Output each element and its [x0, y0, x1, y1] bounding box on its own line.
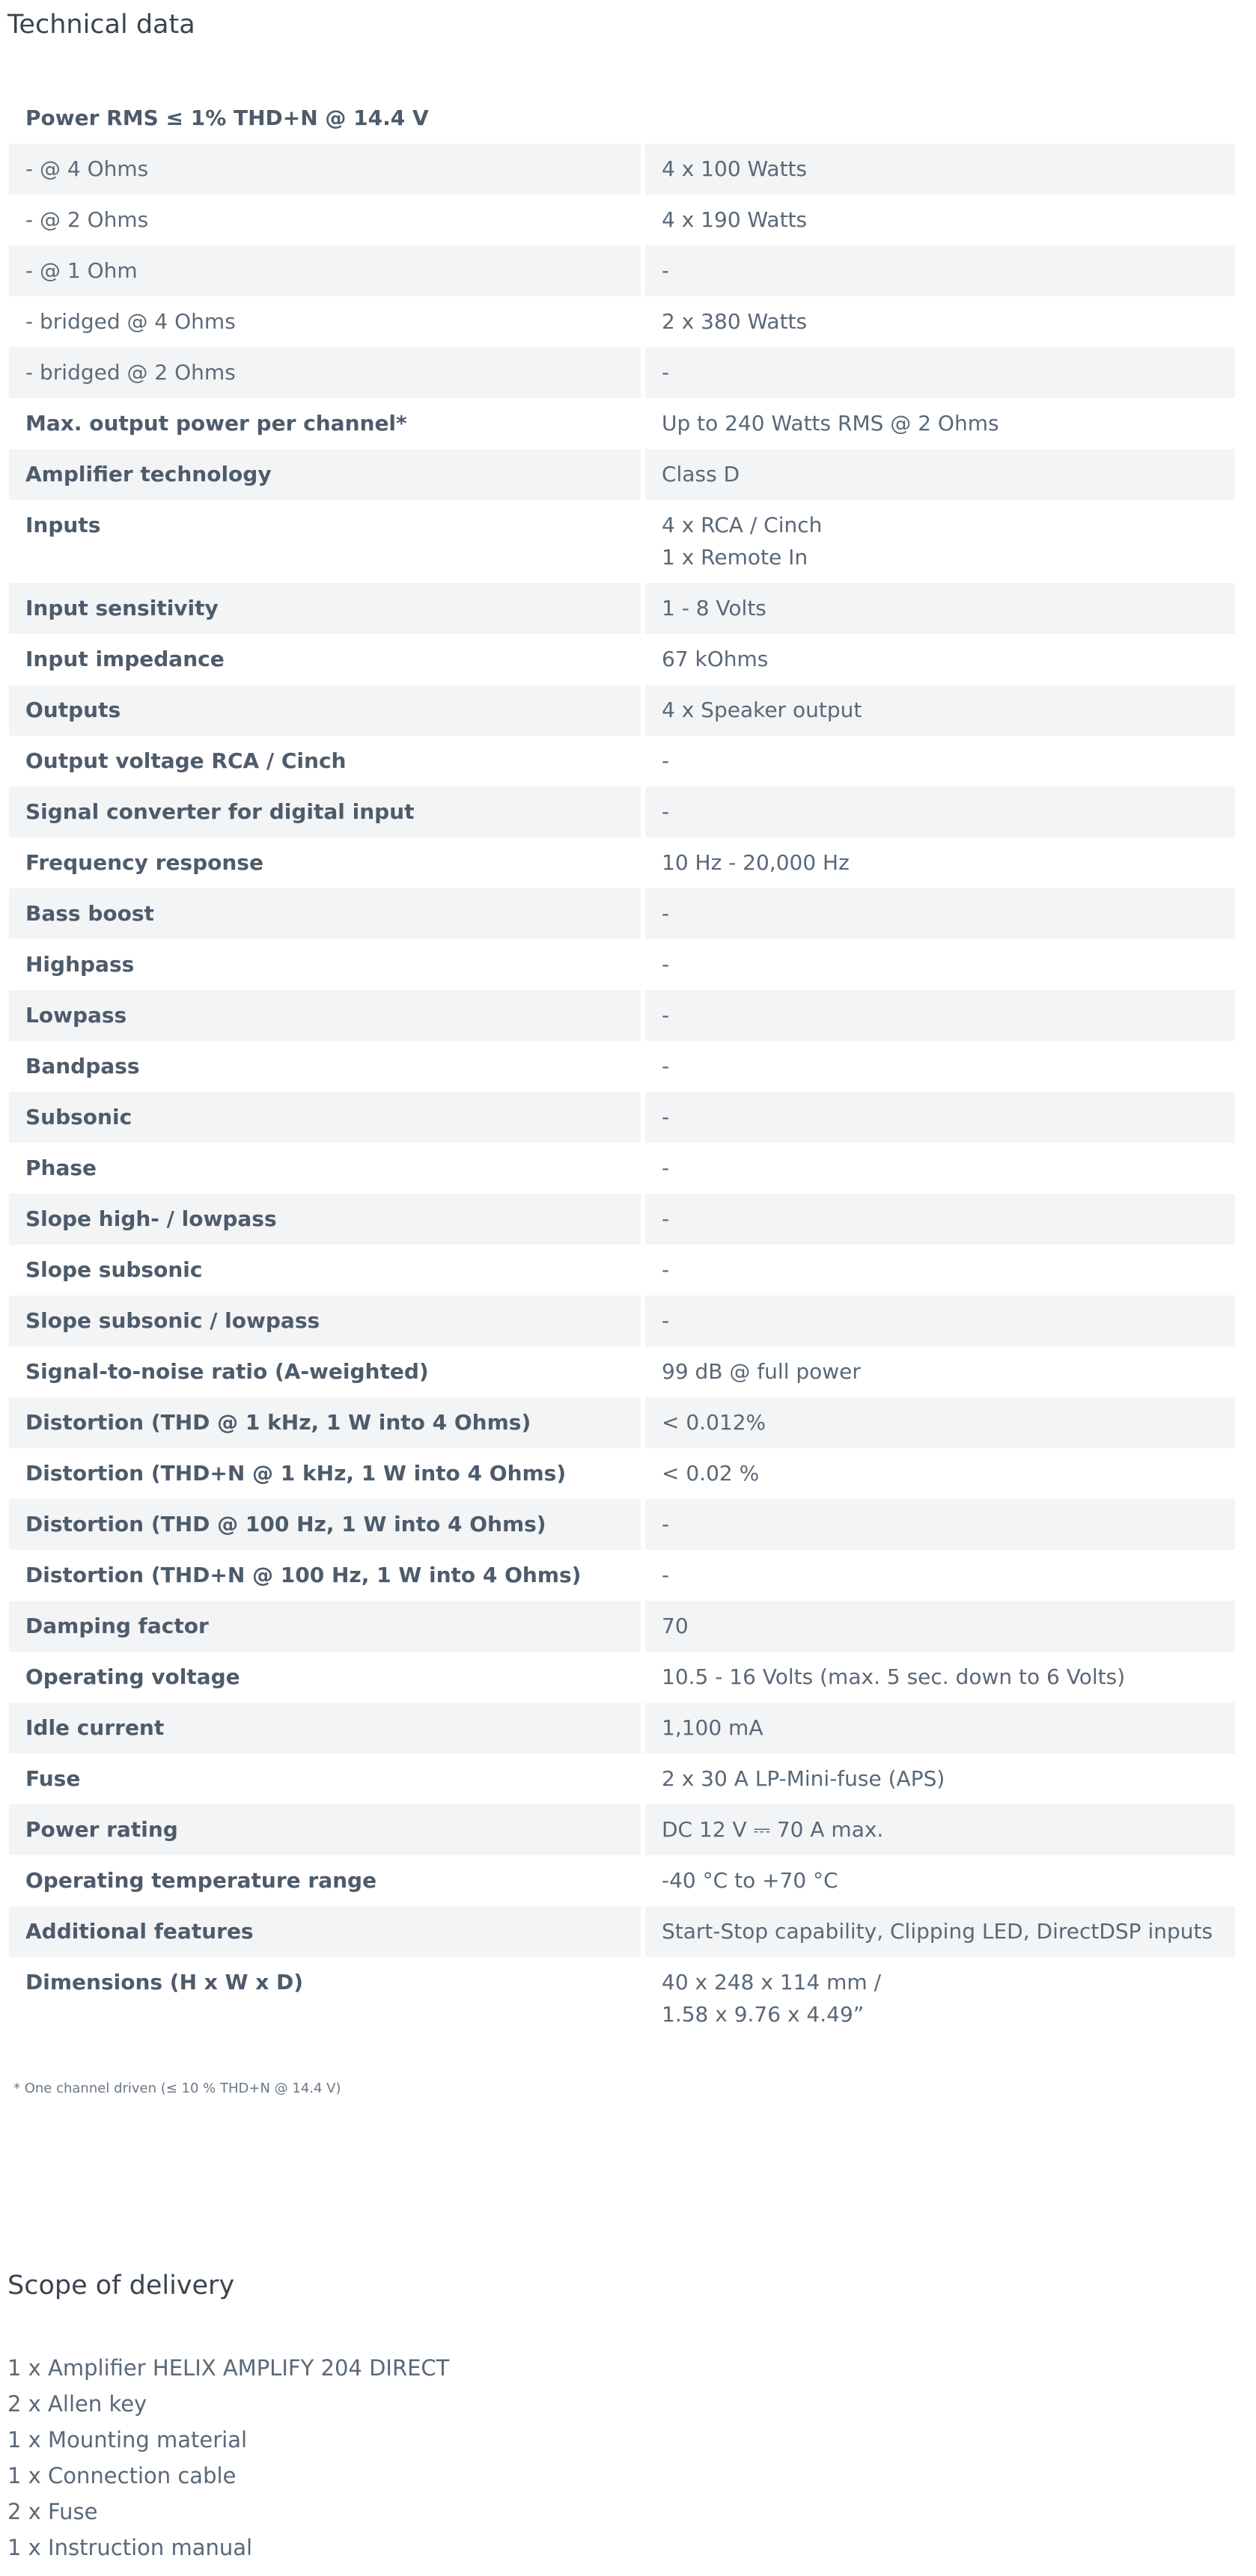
spec-label: Additional features: [9, 1906, 641, 1957]
spec-value-line: -: [662, 901, 670, 926]
spec-value: [645, 1652, 1235, 1703]
technical-data-title: Technical data: [7, 10, 195, 40]
spec-value-line: -: [662, 1003, 670, 1028]
spec-value-line: -: [662, 952, 670, 977]
spec-value: [645, 1703, 1235, 1754]
spec-label: Distortion (THD @ 1 kHz, 1 W into 4 Ohms): [9, 1397, 641, 1448]
spec-label: Damping factor: [9, 1601, 641, 1652]
spec-value-line: -: [662, 1206, 670, 1231]
spec-label: Idle current: [9, 1703, 641, 1754]
spec-value: [645, 787, 1235, 837]
spec-value: [645, 195, 1235, 245]
table-row: [9, 736, 1235, 787]
spec-value-line: 4 x Speaker output: [662, 698, 862, 722]
list-item: 2 x Allen key: [7, 2391, 147, 2417]
spec-label: - @ 1 Ohm: [9, 245, 641, 296]
table-row: [9, 1397, 1235, 1448]
spec-label: Bass boost: [9, 888, 641, 939]
spec-label: Distortion (THD+N @ 100 Hz, 1 W into 4 Ohms): [25, 1563, 582, 1587]
spec-label: Outputs: [9, 685, 641, 736]
table-row: [9, 1703, 1235, 1754]
spec-value-line: -: [662, 748, 670, 773]
table-row: [9, 449, 1235, 500]
spec-value: [645, 347, 1235, 398]
spec-value-line: 1 x Remote In: [662, 545, 808, 570]
spec-value: [645, 93, 1235, 144]
table-row: [9, 296, 1235, 347]
spec-value-line: Start-Stop capability, Clipping LED, DirectDSP inputs: [662, 1919, 1213, 1944]
spec-label: Fuse: [25, 1766, 81, 1791]
spec-label: - @ 2 Ohms: [25, 207, 149, 232]
spec-label: Signal converter for digital input: [9, 787, 641, 837]
spec-value-line: 4 x RCA / Cinch: [662, 513, 823, 537]
spec-value-line: -: [662, 1156, 670, 1180]
spec-value: [645, 1245, 1235, 1295]
table-row: [9, 888, 1235, 939]
spec-value-line: 2 x 380 Watts: [662, 309, 808, 334]
spec-value: [645, 685, 1235, 736]
footnote: * One channel driven (≤ 10 % THD+N @ 14.4 V): [13, 2081, 341, 2096]
spec-label: Power rating: [9, 1804, 641, 1855]
spec-value: [645, 990, 1235, 1041]
spec-value-line: -: [662, 360, 670, 385]
spec-value: [645, 449, 1235, 500]
spec-label: - bridged @ 4 Ohms: [25, 309, 236, 334]
spec-label: Distortion (THD @ 100 Hz, 1 W into 4 Ohms): [9, 1499, 641, 1550]
list-item: 1 x Mounting material: [7, 2427, 248, 2453]
table-row: [9, 990, 1235, 1041]
spec-label: Subsonic: [9, 1092, 641, 1143]
spec-value: [645, 888, 1235, 939]
spec-value-line: 70: [662, 1614, 689, 1638]
spec-value: [645, 500, 1235, 583]
table-row: [9, 837, 1235, 888]
spec-value: [645, 1855, 1235, 1906]
table-row: [9, 1754, 1235, 1804]
spec-value: [645, 1804, 1235, 1855]
table-row: [9, 1143, 1235, 1194]
spec-label: - @ 4 Ohms: [9, 144, 641, 195]
spec-label: Dimensions (H x W x D): [25, 1970, 304, 1994]
spec-value: [645, 1499, 1235, 1550]
spec-value: [645, 1906, 1235, 1957]
table-row: [9, 1041, 1235, 1092]
table-row: [9, 93, 1235, 144]
spec-label: Input sensitivity: [9, 583, 641, 634]
spec-value: [645, 1957, 1235, 2040]
spec-value-line: 1,100 mA: [662, 1715, 763, 1740]
table-row: [9, 1448, 1235, 1499]
table-row: [9, 245, 1235, 296]
spec-value: [645, 634, 1235, 685]
table-row: [9, 1906, 1235, 1957]
spec-value-line: 2 x 30 A LP-Mini-fuse (APS): [662, 1766, 945, 1791]
spec-value-line: -: [662, 799, 670, 824]
table-row: [9, 1601, 1235, 1652]
spec-value: [645, 1295, 1235, 1346]
spec-value-line: < 0.02 %: [662, 1461, 760, 1486]
table-row: [9, 195, 1235, 245]
spec-value: [645, 398, 1235, 449]
spec-label: Bandpass: [25, 1054, 140, 1078]
spec-value-line: -: [662, 1257, 670, 1282]
spec-value-line: 1 - 8 Volts: [662, 596, 766, 620]
table-row: [9, 500, 1235, 583]
spec-label: Highpass: [25, 952, 135, 977]
table-row: [9, 1550, 1235, 1601]
spec-value: [645, 144, 1235, 195]
technical-data-table: [4, 93, 1240, 2040]
table-row: [9, 1295, 1235, 1346]
spec-value-line: -: [662, 1308, 670, 1333]
spec-label: Slope subsonic: [25, 1257, 203, 1282]
spec-value-line: 4 x 190 Watts: [662, 207, 808, 232]
spec-value: [645, 837, 1235, 888]
spec-value: [645, 245, 1235, 296]
spec-value-line: -: [662, 258, 670, 283]
table-row: [9, 787, 1235, 837]
spec-label: Signal-to-noise ratio (A-weighted): [25, 1359, 429, 1384]
table-row: [9, 1804, 1235, 1855]
table-row: [9, 1194, 1235, 1245]
spec-label: Slope subsonic / lowpass: [9, 1295, 641, 1346]
spec-value-line: -: [662, 1105, 670, 1129]
table-row: [9, 1245, 1235, 1295]
list-item: 1 x Connection cable: [7, 2463, 237, 2488]
table-row: [9, 583, 1235, 634]
spec-value-line: -: [662, 1512, 670, 1536]
scope-of-delivery-title: Scope of delivery: [7, 2271, 235, 2301]
spec-label: Slope high- / lowpass: [9, 1194, 641, 1245]
spec-label: Output voltage RCA / Cinch: [25, 748, 347, 773]
spec-label: Inputs: [25, 513, 101, 537]
spec-value-line: Class D: [662, 462, 740, 486]
spec-value-line: DC 12 V ⎓ 70 A max.: [662, 1817, 884, 1842]
spec-value-line: -: [662, 1054, 670, 1078]
spec-value-line: -40 °C to +70 °C: [662, 1868, 838, 1893]
spec-value: [645, 736, 1235, 787]
spec-label: - bridged @ 2 Ohms: [9, 347, 641, 398]
spec-value-line: 99 dB @ full power: [662, 1359, 861, 1384]
spec-value: [645, 583, 1235, 634]
spec-value: [645, 296, 1235, 347]
table-row: [9, 1957, 1235, 2040]
table-row: [9, 1346, 1235, 1397]
spec-value-line: 4 x 100 Watts: [662, 156, 808, 181]
spec-value: [645, 1041, 1235, 1092]
spec-value-line: 40 x 248 x 114 mm /: [662, 1970, 882, 1994]
spec-label: Input impedance: [25, 647, 225, 671]
spec-value: [645, 1346, 1235, 1397]
table-row: [9, 144, 1235, 195]
spec-label: Lowpass: [9, 990, 641, 1041]
list-item: 1 x Instruction manual: [7, 2535, 253, 2560]
spec-value: [645, 1754, 1235, 1804]
spec-value: [645, 1397, 1235, 1448]
spec-label: Operating temperature range: [25, 1868, 377, 1893]
table-row: [9, 634, 1235, 685]
table-row: [9, 1652, 1235, 1703]
spec-label: Frequency response: [25, 850, 263, 875]
spec-value: [645, 1092, 1235, 1143]
table-row: [9, 1855, 1235, 1906]
spec-value: [645, 1448, 1235, 1499]
table-row: [9, 398, 1235, 449]
table-row: [9, 347, 1235, 398]
table-row: [9, 939, 1235, 990]
spec-value-line: 67 kOhms: [662, 647, 769, 671]
spec-label: Phase: [25, 1156, 97, 1180]
scope-of-delivery-list: [7, 2350, 449, 2566]
list-item: 2 x Fuse: [7, 2499, 98, 2524]
spec-value-line: < 0.012%: [662, 1410, 766, 1435]
spec-value: [645, 1601, 1235, 1652]
spec-value: [645, 1550, 1235, 1601]
spec-value: [645, 939, 1235, 990]
spec-label: Amplifier technology: [9, 449, 641, 500]
list-item: 1 x Amplifier HELIX AMPLIFY 204 DIRECT: [7, 2355, 450, 2381]
spec-label: Distortion (THD+N @ 1 kHz, 1 W into 4 Ohms): [25, 1461, 567, 1486]
spec-value-line: 1.58 x 9.76 x 4.49”: [662, 2002, 865, 2027]
table-row: [9, 1092, 1235, 1143]
spec-value-line: Up to 240 Watts RMS @ 2 Ohms: [662, 411, 999, 436]
spec-value: [645, 1143, 1235, 1194]
spec-label: Operating voltage: [25, 1664, 240, 1689]
spec-label: Max. output power per channel*: [25, 411, 407, 436]
spec-value: [645, 1194, 1235, 1245]
spec-value-line: 10.5 - 16 Volts (max. 5 sec. down to 6 Volts): [662, 1664, 1126, 1689]
table-row: [9, 685, 1235, 736]
table-row: [9, 1499, 1235, 1550]
spec-label: Power RMS ≤ 1% THD+N @ 14.4 V: [25, 106, 429, 130]
spec-value-line: 10 Hz - 20,000 Hz: [662, 850, 850, 875]
spec-value-line: -: [662, 1563, 670, 1587]
